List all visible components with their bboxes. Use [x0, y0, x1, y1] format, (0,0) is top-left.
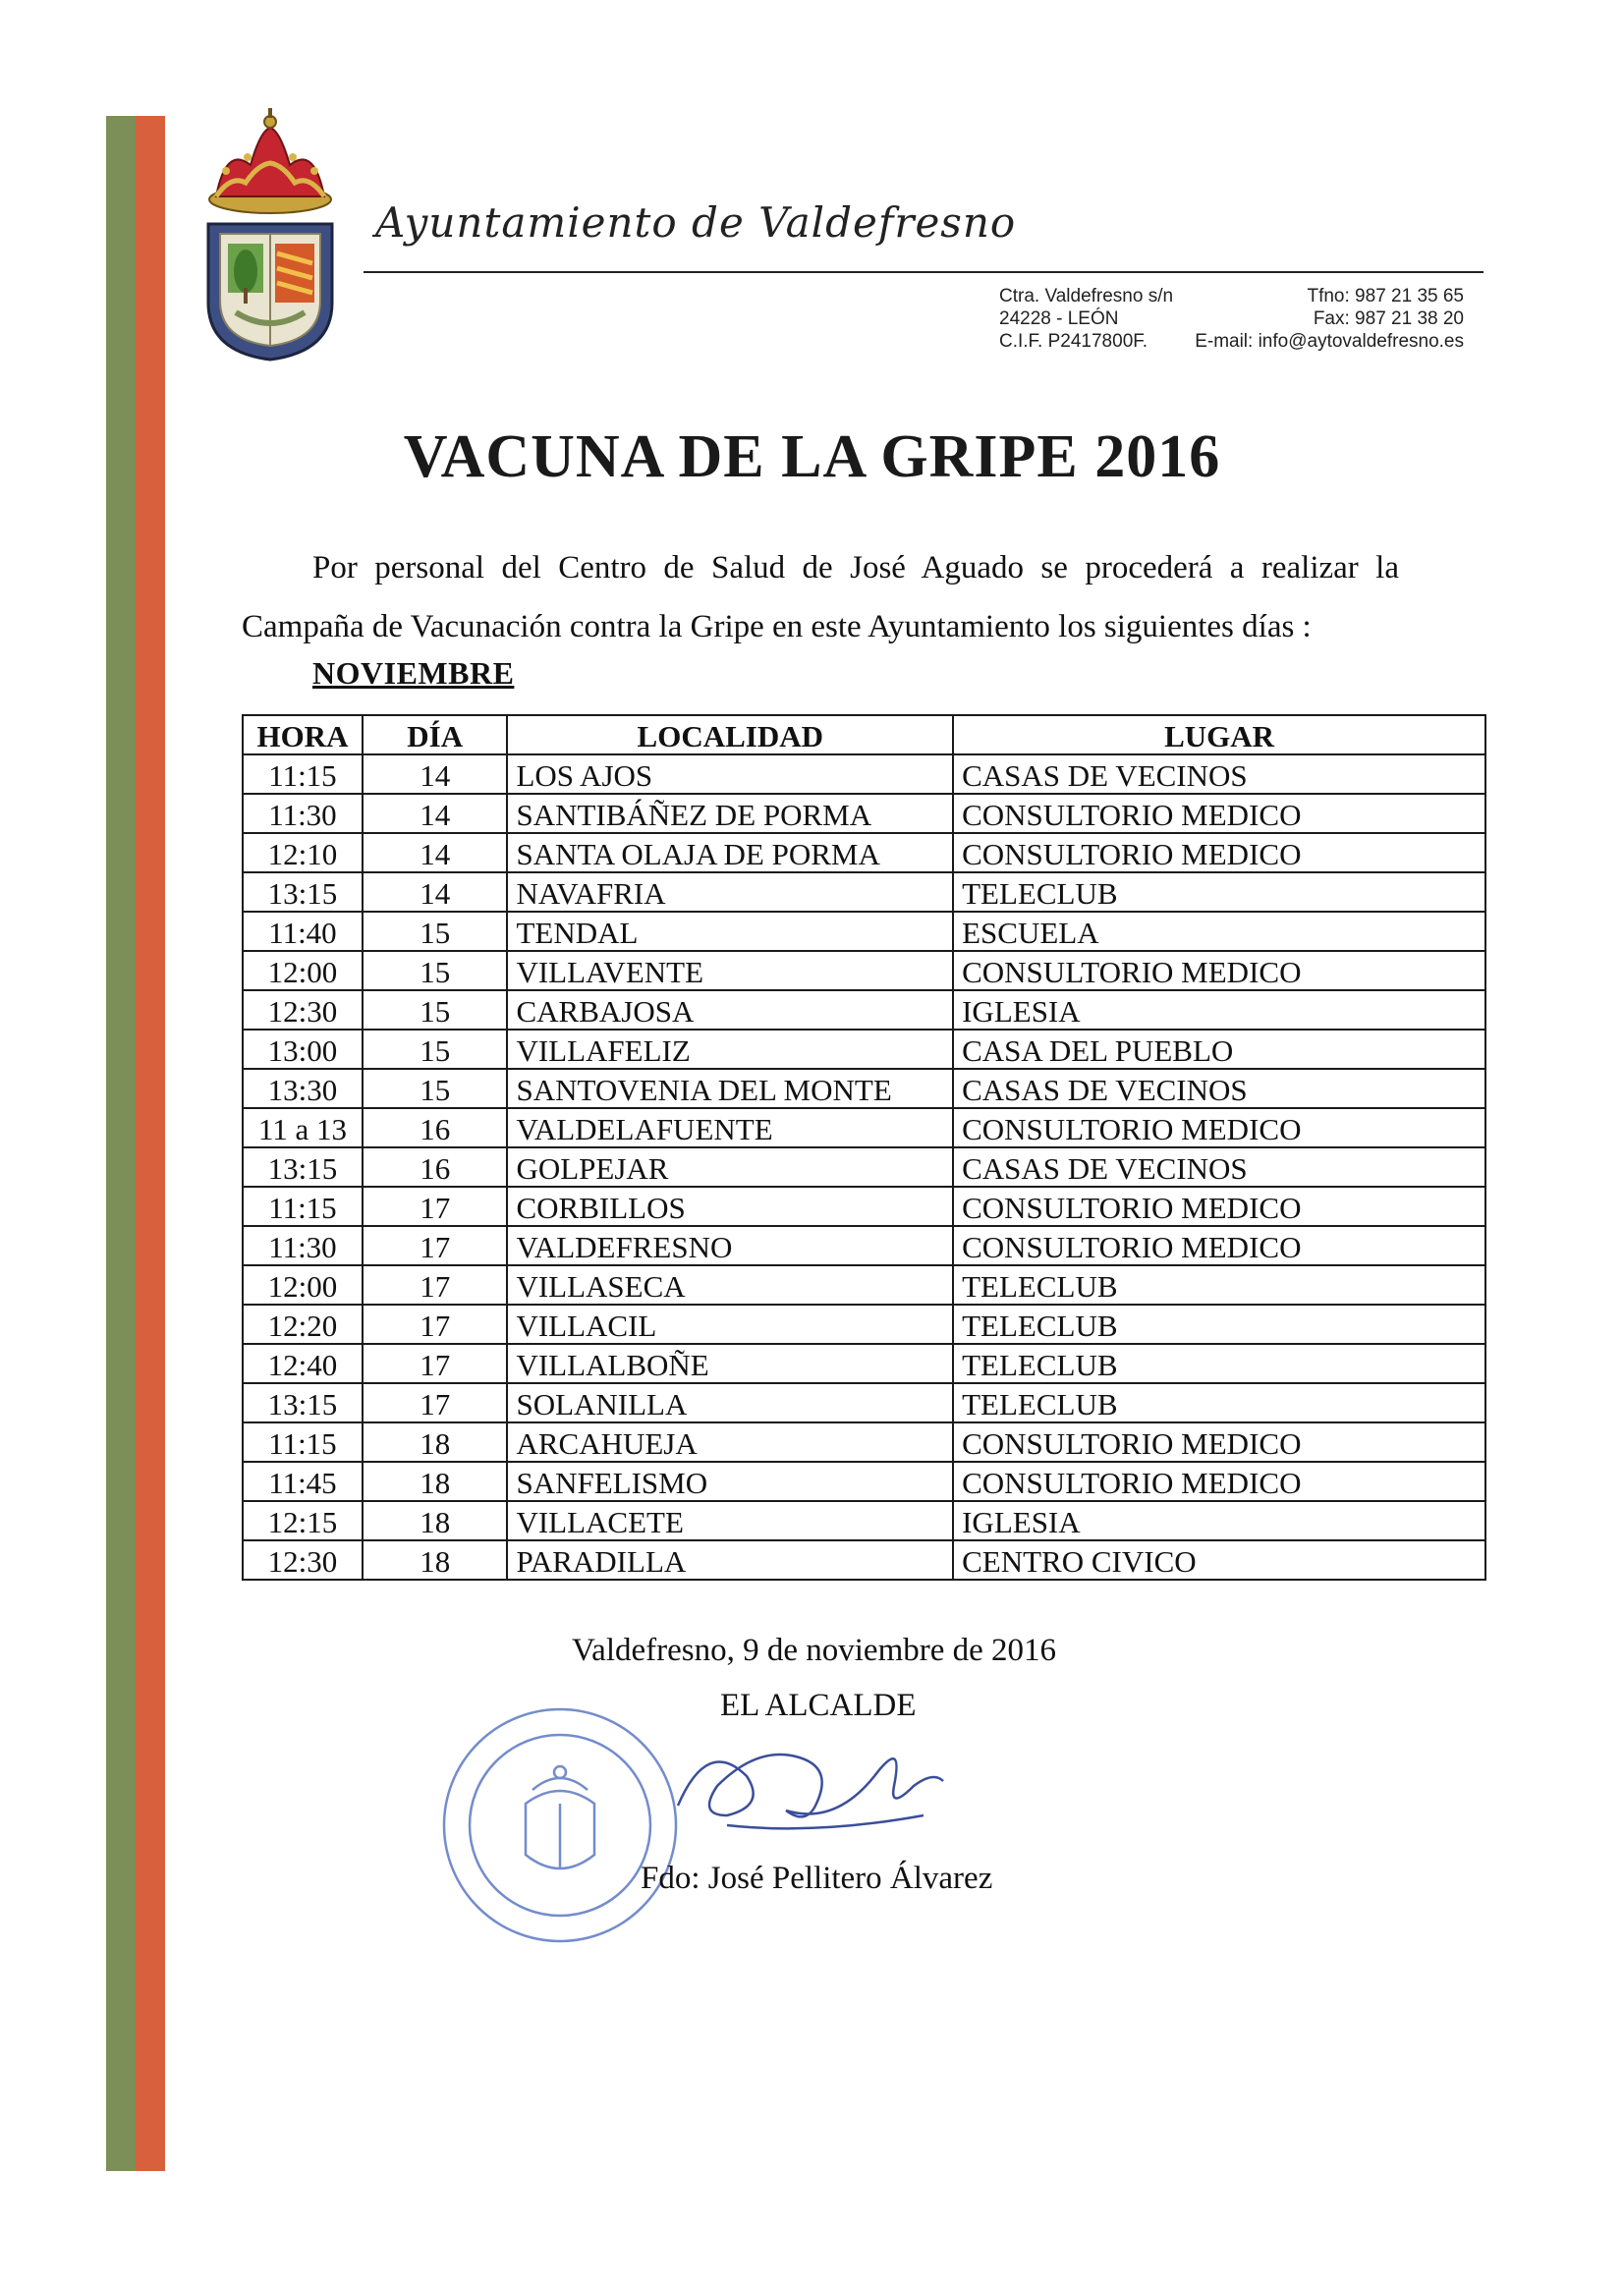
table-row	[243, 1501, 1485, 1540]
row-hora: 12:20	[243, 1305, 363, 1344]
row-lugar: CONSULTORIO MEDICO	[953, 1226, 1485, 1265]
contact-phone: Tfno: 987 21 35 65	[1307, 286, 1464, 307]
vaccination-schedule-table	[242, 714, 1486, 1581]
row-hora: 12:15	[243, 1501, 363, 1540]
row-lugar: CENTRO CIVICO	[953, 1540, 1485, 1580]
row-hora: 11:15	[243, 754, 363, 794]
row-localidad: NAVAFRIA	[507, 872, 953, 912]
row-localidad: VALDEFRESNO	[507, 1226, 953, 1265]
row-dia: 15	[363, 912, 508, 951]
row-hora: 11:30	[243, 1226, 363, 1265]
row-localidad: VILLAFELIZ	[507, 1030, 953, 1069]
row-lugar: CONSULTORIO MEDICO	[953, 794, 1485, 833]
row-lugar: CONSULTORIO MEDICO	[953, 1462, 1485, 1501]
signature-title: EL ALCALDE	[720, 1688, 917, 1723]
row-lugar: CONSULTORIO MEDICO	[953, 1187, 1485, 1226]
row-lugar: IGLESIA	[953, 1501, 1485, 1540]
row-dia: 17	[363, 1187, 508, 1226]
row-hora: 13:15	[243, 872, 363, 912]
page-title: VACUNA DE LA GRIPE 2016	[403, 423, 1221, 490]
row-hora: 11:30	[243, 794, 363, 833]
row-localidad: SANTIBÁÑEZ DE PORMA	[507, 794, 953, 833]
row-dia: 17	[363, 1265, 508, 1305]
row-dia: 18	[363, 1422, 508, 1462]
header-dia: DÍA	[363, 715, 508, 754]
row-lugar: TELECLUB	[953, 872, 1485, 912]
contact-email: E-mail: info@aytovaldefresno.es	[1195, 331, 1464, 352]
row-dia: 15	[363, 1030, 508, 1069]
row-hora: 12:30	[243, 990, 363, 1030]
row-localidad: TENDAL	[507, 912, 953, 951]
table-row	[243, 1344, 1485, 1383]
row-dia: 18	[363, 1540, 508, 1580]
row-dia: 15	[363, 1069, 508, 1108]
table-row	[243, 1108, 1485, 1147]
contact-postal: 24228 - LEÓN	[999, 308, 1119, 329]
row-hora: 13:30	[243, 1069, 363, 1108]
row-lugar: ESCUELA	[953, 912, 1485, 951]
row-lugar: CASAS DE VECINOS	[953, 1069, 1485, 1108]
row-hora: 11 a 13	[243, 1108, 363, 1147]
row-hora: 12:30	[243, 1540, 363, 1580]
contact-cif: C.I.F. P2417800F.	[999, 331, 1148, 352]
intro-paragraph	[242, 538, 1399, 656]
header-lugar: LUGAR	[953, 715, 1485, 754]
row-dia: 18	[363, 1501, 508, 1540]
table-row	[243, 1226, 1485, 1265]
table-row	[243, 872, 1485, 912]
table-row	[243, 912, 1485, 951]
contact-phone-block	[1120, 285, 1464, 353]
row-dia: 17	[363, 1305, 508, 1344]
row-hora: 12:00	[243, 1265, 363, 1305]
row-hora: 11:15	[243, 1422, 363, 1462]
table-row	[243, 833, 1485, 872]
table-row	[243, 1030, 1485, 1069]
table-row	[243, 1147, 1485, 1187]
header-localidad: LOCALIDAD	[507, 715, 953, 754]
table-row	[243, 951, 1485, 990]
row-localidad: LOS AJOS	[507, 754, 953, 794]
row-hora: 13:15	[243, 1147, 363, 1187]
contact-street: Ctra. Valdefresno s/n	[999, 286, 1174, 307]
row-localidad: PARADILLA	[507, 1540, 953, 1580]
row-hora: 13:15	[243, 1383, 363, 1422]
row-localidad: CORBILLOS	[507, 1187, 953, 1226]
row-lugar: CONSULTORIO MEDICO	[953, 951, 1485, 990]
header-rule	[364, 271, 1484, 273]
row-dia: 15	[363, 990, 508, 1030]
signature-name: Fdo: José Pellitero Álvarez	[641, 1861, 993, 1896]
row-lugar: TELECLUB	[953, 1344, 1485, 1383]
table-row	[243, 794, 1485, 833]
table-header-row	[243, 715, 1485, 754]
row-localidad: VILLALBOÑE	[507, 1344, 953, 1383]
row-lugar: TELECLUB	[953, 1383, 1485, 1422]
table-row	[243, 1540, 1485, 1580]
row-hora: 11:45	[243, 1462, 363, 1501]
row-dia: 17	[363, 1383, 508, 1422]
contact-fax: Fax: 987 21 38 20	[1313, 308, 1464, 329]
row-hora: 13:00	[243, 1030, 363, 1069]
header-hora: HORA	[243, 715, 363, 754]
row-dia: 14	[363, 754, 508, 794]
signature-date: Valdefresno, 9 de noviembre de 2016	[572, 1633, 1057, 1668]
signature-scrawl-icon	[668, 1717, 963, 1835]
table-row	[243, 1383, 1485, 1422]
month-heading: NOVIEMBRE	[312, 655, 515, 691]
row-hora: 11:15	[243, 1187, 363, 1226]
row-localidad: ARCAHUEJA	[507, 1422, 953, 1462]
row-localidad: SOLANILLA	[507, 1383, 953, 1422]
row-lugar: CONSULTORIO MEDICO	[953, 1108, 1485, 1147]
table-row	[243, 1265, 1485, 1305]
row-localidad: CARBAJOSA	[507, 990, 953, 1030]
coat-of-arms-icon	[196, 106, 344, 362]
row-lugar: TELECLUB	[953, 1305, 1485, 1344]
organization-name: Ayuntamiento de Valdefresno	[375, 198, 1017, 247]
row-lugar: TELECLUB	[953, 1265, 1485, 1305]
table-row	[243, 1305, 1485, 1344]
table-row	[243, 1462, 1485, 1501]
row-localidad: SANFELISMO	[507, 1462, 953, 1501]
row-dia: 16	[363, 1147, 508, 1187]
table-row	[243, 990, 1485, 1030]
row-hora: 12:00	[243, 951, 363, 990]
intro-text: Por personal del Centro de Salud de José Aguado se procederá a realizar la Campaña de Vacunación contra la Gripe en este Ayuntamiento los siguientes días :	[242, 550, 1399, 644]
row-hora: 11:40	[243, 912, 363, 951]
table-row	[243, 1422, 1485, 1462]
row-hora: 12:10	[243, 833, 363, 872]
row-dia: 15	[363, 951, 508, 990]
row-hora: 12:40	[243, 1344, 363, 1383]
row-lugar: CONSULTORIO MEDICO	[953, 1422, 1485, 1462]
table-row	[243, 1187, 1485, 1226]
row-dia: 17	[363, 1226, 508, 1265]
row-localidad: VILLAVENTE	[507, 951, 953, 990]
row-dia: 17	[363, 1344, 508, 1383]
row-localidad: VILLASECA	[507, 1265, 953, 1305]
table-row	[243, 754, 1485, 794]
row-localidad: SANTOVENIA DEL MONTE	[507, 1069, 953, 1108]
row-lugar: CONSULTORIO MEDICO	[953, 833, 1485, 872]
row-localidad: GOLPEJAR	[507, 1147, 953, 1187]
row-localidad: VALDELAFUENTE	[507, 1108, 953, 1147]
row-lugar: CASAS DE VECINOS	[953, 1147, 1485, 1187]
row-dia: 14	[363, 872, 508, 912]
row-dia: 14	[363, 794, 508, 833]
table-row	[243, 1069, 1485, 1108]
row-dia: 18	[363, 1462, 508, 1501]
row-lugar: CASA DEL PUEBLO	[953, 1030, 1485, 1069]
row-localidad: SANTA OLAJA DE PORMA	[507, 833, 953, 872]
row-dia: 14	[363, 833, 508, 872]
row-dia: 16	[363, 1108, 508, 1147]
row-lugar: CASAS DE VECINOS	[953, 754, 1485, 794]
row-lugar: IGLESIA	[953, 990, 1485, 1030]
row-localidad: VILLACETE	[507, 1501, 953, 1540]
row-localidad: VILLACIL	[507, 1305, 953, 1344]
table-body	[243, 754, 1485, 1580]
